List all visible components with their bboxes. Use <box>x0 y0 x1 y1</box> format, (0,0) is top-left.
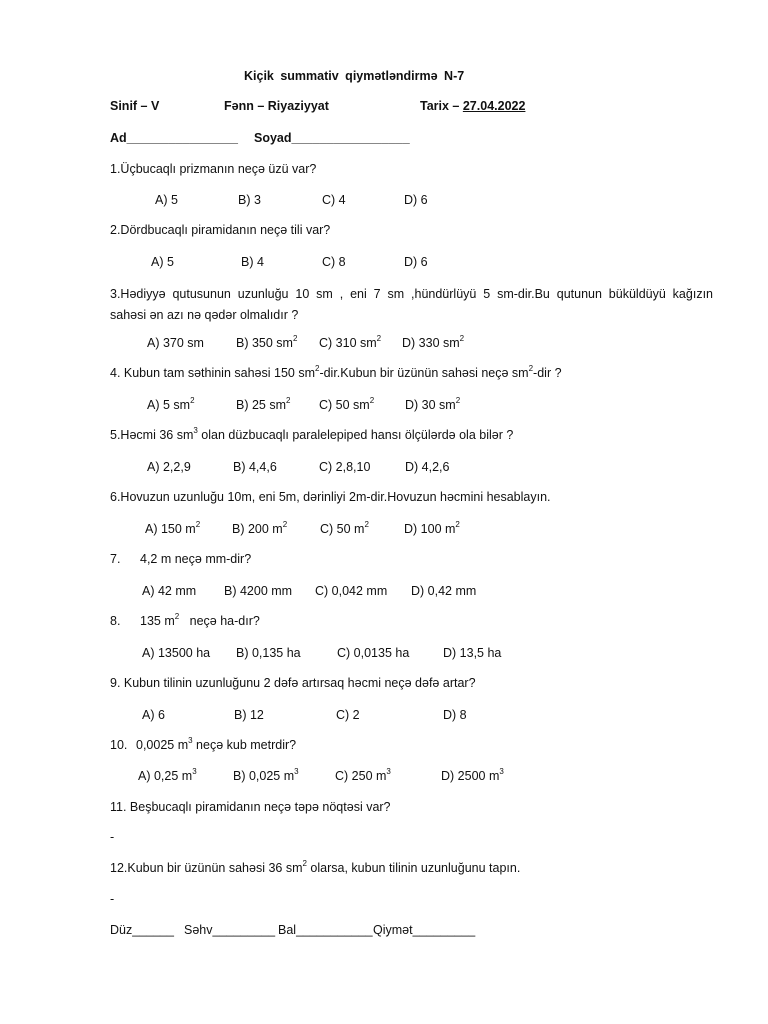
q6-option-d <box>404 522 460 536</box>
question-8 <box>140 614 260 628</box>
q8-option-b: B) 0,135 ha <box>236 646 301 660</box>
q10-option-c-text: C) 250 m <box>335 769 387 783</box>
q12-text-2: olarsa, kubun tilinin uzunluğunu tapın. <box>306 861 521 875</box>
q4-option-d-sup: 2 <box>455 396 461 405</box>
question-3-line-1: 3.Hədiyyə qutusunun uzunluğu 10 sm , eni 7 sm ,hündürlüyü 5 sm-dir.Bu qutunun büküldüyü kağızın <box>110 287 713 301</box>
question-2: 2.Dördbucaqlı piramidanın neçə tili var? <box>110 223 331 237</box>
question-4 <box>110 366 562 380</box>
question-10-number: 10. <box>110 738 128 752</box>
q8-text-2: neçə ha-dır? <box>179 614 260 628</box>
q4-option-c-text: C) 50 sm <box>319 398 370 412</box>
class-label: Sinif – V <box>110 99 160 113</box>
question-3 <box>110 284 713 326</box>
q4-option-c-sup: 2 <box>369 396 375 405</box>
q6-option-d-text: D) 100 m <box>404 522 456 536</box>
name-field: Ad________________ <box>110 131 238 145</box>
q3-option-d-sup: 2 <box>459 334 465 343</box>
q6-option-a-text: A) 150 m <box>145 522 196 536</box>
q4-option-b <box>236 398 290 412</box>
q10-option-d <box>441 769 504 783</box>
q4-option-b-text: B) 25 sm <box>236 398 287 412</box>
q4-option-c <box>319 398 374 412</box>
q6-option-d-sup: 2 <box>455 520 460 529</box>
q2-option-c: C) 8 <box>322 255 346 269</box>
q4-option-d <box>405 398 460 412</box>
q12-text-1: 12.Kubun bir üzünün sahəsi 36 sm <box>110 861 303 875</box>
q5-option-c: C) 2,8,10 <box>319 460 371 474</box>
question-9: 9. Kubun tilinin uzunluğunu 2 dəfə artırsaq həcmi neçə dəfə artar? <box>110 676 476 690</box>
q1-option-b: B) 3 <box>238 193 261 207</box>
page-title: Kiçik summativ qiymətləndirmə N-7 <box>244 69 465 83</box>
q5-text-1: 5.Həcmi 36 sm <box>110 428 194 442</box>
question-10 <box>136 738 296 752</box>
q6-option-b <box>232 522 287 536</box>
q6-option-a-sup: 2 <box>195 520 201 529</box>
q5-option-a: A) 2,2,9 <box>147 460 191 474</box>
q4-option-b-sup: 2 <box>286 396 291 405</box>
q11-answer-placeholder: - <box>110 830 115 844</box>
q2-option-d: D) 6 <box>404 255 428 269</box>
q6-option-a <box>145 522 200 536</box>
surname-field: Soyad_________________ <box>254 131 410 145</box>
date-value: 27.04.2022 <box>462 99 526 113</box>
q3-option-c-text: C) 310 sm <box>319 336 377 350</box>
q10-option-d-sup: 3 <box>499 767 504 776</box>
q3-option-b <box>236 336 297 350</box>
question-7-number: 7. <box>110 552 121 566</box>
question-3-line-2: sahəsi ən azı nə qədər olmalıdır ? <box>110 308 299 322</box>
subject-label: Fənn – Riyaziyyat <box>224 99 329 113</box>
q7-option-a: A) 42 mm <box>142 584 197 598</box>
wrong-count-field: Səhv_________ <box>184 923 276 937</box>
q5-text-2: olan düzbucaqlı paralelepiped hansı ölçülərdə ola bilər ? <box>197 428 514 442</box>
date-field <box>420 99 525 113</box>
q10-text-1: 0,0025 m <box>136 738 189 752</box>
q5-option-b: B) 4,4,6 <box>233 460 277 474</box>
q10-option-c <box>335 769 391 783</box>
q8-option-c: C) 0,0135 ha <box>337 646 410 660</box>
q4-option-d-text: D) 30 sm <box>405 398 456 412</box>
question-1: 1.Üçbucaqlı prizmanın neçə üzü var? <box>110 162 317 176</box>
q10-option-c-sup: 3 <box>386 767 391 776</box>
q1-option-d: D) 6 <box>404 193 428 207</box>
score-field: Bal___________ <box>278 923 373 937</box>
q7-option-b: B) 4200 mm <box>224 584 293 598</box>
question-5 <box>110 428 513 442</box>
q8-option-a: A) 13500 ha <box>142 646 211 660</box>
correct-count-field: Düz______ <box>110 923 174 937</box>
q9-option-d: D) 8 <box>443 708 467 722</box>
q9-option-b: B) 12 <box>234 708 264 722</box>
q12-sup: 2 <box>302 859 307 868</box>
q9-option-c: C) 2 <box>336 708 360 722</box>
q4-text-1: 4. Kubun tam səthinin sahəsi 150 sm <box>110 366 315 380</box>
q4-sup-2: 2 <box>528 364 534 373</box>
q4-text-3: -dir ? <box>533 366 562 380</box>
q10-option-a-text: A) 0,25 m <box>138 769 193 783</box>
q7-option-d: D) 0,42 mm <box>411 584 477 598</box>
q8-sup: 2 <box>174 612 180 621</box>
question-6: 6.Hovuzun uzunluğu 10m, eni 5m, dərinliyi 2m-dir.Hovuzun həcmini hesablayın. <box>110 490 551 504</box>
q4-text-2: -dir.Kubun bir üzünün sahəsi neçə sm <box>319 366 529 380</box>
q4-option-a-sup: 2 <box>190 396 195 405</box>
q6-option-c-sup: 2 <box>364 520 369 529</box>
q7-option-c: C) 0,042 mm <box>315 584 388 598</box>
question-8-number: 8. <box>110 614 121 628</box>
grade-field: Qiymət_________ <box>373 923 476 937</box>
question-11: 11. Beşbucaqlı piramidanın neçə təpə nöqtəsi var? <box>110 800 391 814</box>
q3-option-b-text: B) 350 sm <box>236 336 293 350</box>
q3-option-a: A) 370 sm <box>147 336 204 350</box>
q4-option-a-text: A) 5 sm <box>147 398 191 412</box>
question-7: 4,2 m neçə mm-dir? <box>140 552 252 566</box>
q6-option-b-sup: 2 <box>282 520 288 529</box>
q3-option-d-text: D) 330 sm <box>402 336 460 350</box>
q5-sup: 3 <box>193 426 198 435</box>
q10-option-d-text: D) 2500 m <box>441 769 500 783</box>
q10-option-b-sup: 3 <box>294 767 299 776</box>
q10-sup: 3 <box>188 736 193 745</box>
q12-answer-placeholder: - <box>110 892 115 906</box>
date-prefix: Tarix – <box>420 99 463 113</box>
q2-option-a: A) 5 <box>151 255 174 269</box>
q5-option-d: D) 4,2,6 <box>405 460 450 474</box>
q3-option-b-sup: 2 <box>292 334 298 343</box>
q6-option-c-text: C) 50 m <box>320 522 365 536</box>
q3-option-c-sup: 2 <box>376 334 382 343</box>
q3-option-c <box>319 336 381 350</box>
q10-text-2: neçə kub metrdir? <box>192 738 297 752</box>
q10-option-a-sup: 3 <box>192 767 197 776</box>
q2-option-b: B) 4 <box>241 255 264 269</box>
q4-option-a <box>147 398 195 412</box>
q6-option-b-text: B) 200 m <box>232 522 283 536</box>
q10-option-a <box>138 769 197 783</box>
q8-text-1: 135 m <box>140 614 175 628</box>
q8-option-d: D) 13,5 ha <box>443 646 502 660</box>
q1-option-c: C) 4 <box>322 193 346 207</box>
q10-option-b <box>233 769 299 783</box>
q4-sup-1: 2 <box>314 364 320 373</box>
question-12 <box>110 861 520 875</box>
q10-option-b-text: B) 0,025 m <box>233 769 295 783</box>
q1-option-a: A) 5 <box>155 193 178 207</box>
q6-option-c <box>320 522 369 536</box>
q3-option-d <box>402 336 464 350</box>
q9-option-a: A) 6 <box>142 708 165 722</box>
